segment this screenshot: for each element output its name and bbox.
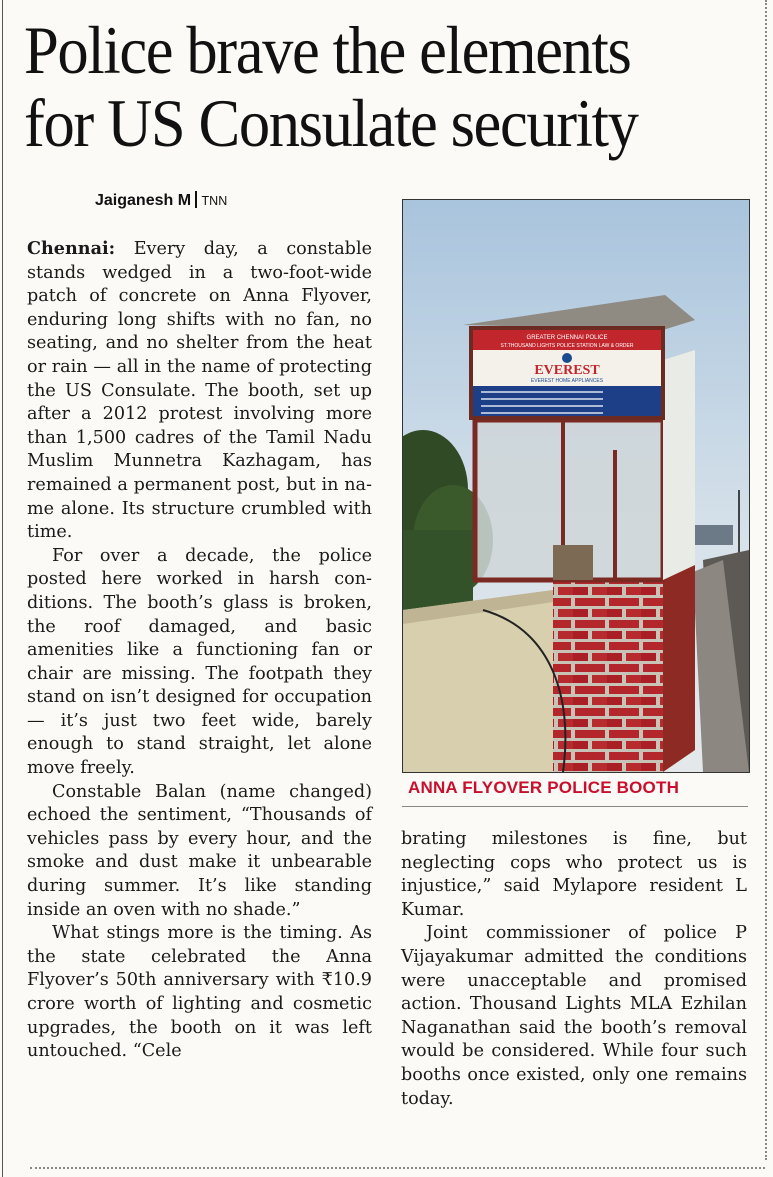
bottom-dotted-border [30, 1167, 765, 1169]
paragraph-2: For over a decade, the police posted here worked in harsh conditions. The booth’s glass is broken, the roof damaged, and basic amenities like a functioning fan or chair are missing. The footpath they stand on isn’t designed for occupation — it’s just two feet wide, barely enough to stand straight, let alone move freely. [27, 545, 372, 779]
right-dotted-border [765, 0, 767, 1160]
paragraph-1-text: Every day, a constable stands wedged in a two-foot-wide patch of concrete on Anna Flyover, enduring long shifts with no fan, no seating, and no shelter from the heat or rain — all in the name of protecting the US Consulate. The booth, set up after a 2012 protest involving more than 1,500 cadres of the Tamil Nadu Muslim Munnetra Kazhagam, has remained a permanent post, but in name alone. Its structure crumbled with time. [27, 239, 372, 543]
sign-header: GREATER CHENNAI POLICE [526, 335, 608, 341]
byline [95, 191, 227, 210]
headline-line-1: Police brave the elements [24, 12, 631, 88]
booth-photo [402, 199, 750, 773]
headline [24, 14, 700, 160]
dateline: Chennai: [27, 238, 116, 259]
left-column-rule [2, 0, 3, 1177]
headline-line-2: for US Consulate security [24, 85, 638, 161]
article-column-2 [401, 828, 747, 1111]
sign-brand: EVEREST [534, 363, 600, 378]
paragraph-1 [27, 237, 372, 545]
byline-author: Jaiganesh M [95, 192, 192, 209]
sign-subheader: ST.THOUSAND LIGHTS POLICE STATION LAW & ORDER [500, 343, 634, 349]
paragraph-6: Joint commissioner of police P Vijayakumar admitted the conditions were unacceptable and promised action. Thousand Lights MLA Ezhilan Naganathan said the booth’s removal would be considered. While four such booths once existed, only one remains today. [401, 923, 747, 1109]
paragraph-4: What stings more is the timing. As the state celebrated the Anna Flyover’s 50th anniversary with ₹10.9 crore worth of lighting and cosmetic upgrades, the booth on it was left untouched. “Cele [27, 923, 372, 1062]
photo-caption: ANNA FLYOVER POLICE BOOTH [408, 778, 680, 797]
paragraph-3: Constable Balan (name changed) echoed the sentiment, “Thousands of vehicles pass by every hour, and the smoke and dust make it unbearable during summer. It’s like standing inside an oven with no shade.” [27, 781, 372, 920]
caption-rule [402, 806, 748, 807]
paragraph-5: brating milestones is fine, but neglecting cops who protect us is injustice,” said Mylapore resident L Kumar. [401, 829, 747, 920]
article-column-1 [27, 237, 372, 1064]
byline-agency: TNN [201, 194, 228, 208]
sign-tagline: EVEREST HOME APPLIANCES [530, 378, 604, 384]
byline-separator [195, 191, 197, 208]
